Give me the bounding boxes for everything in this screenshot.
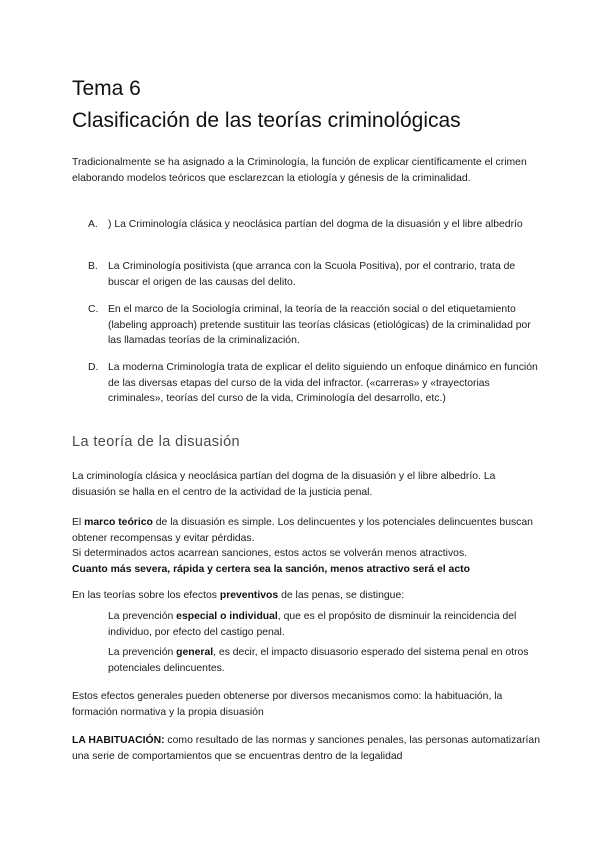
list-item-text: La Criminología positivista (que arranca con la Scuola Positiva), por el contrario, trata de buscar el origen de las causas del delito. — [108, 261, 516, 288]
text-run: La prevención — [108, 647, 177, 658]
list-item — [88, 302, 540, 349]
paragraph-mecanismos: Estos efectos generales pueden obtenerse por diversos mecanismos como: la habituación, la formación normativa y la propia disuasión — [72, 691, 503, 718]
paragraph-prevencion-general — [108, 645, 540, 676]
topic-number: Tema 6 — [72, 77, 141, 100]
list-item — [88, 259, 540, 290]
text-run: El — [72, 517, 85, 528]
paragraph-disuasion: La criminología clásica y neoclásica partían del dogma de la disuasión y el libre albedrío. La disuasión se halla en el centro de la actividad de la justicia penal. — [72, 471, 496, 498]
page-title: Clasificación de las teorías criminológicas — [72, 109, 461, 132]
list-marker: B. — [88, 261, 98, 272]
bold-term: marco teórico — [84, 517, 153, 528]
text-run: La prevención — [108, 611, 177, 622]
paragraph-efectos — [72, 588, 540, 604]
list-item — [88, 360, 540, 407]
bold-term: especial o individual — [176, 611, 278, 622]
text-run: , que es el propósito de disminuir la reincidencia del individuo, por efecto del castigo penal. — [108, 611, 517, 638]
list-item — [88, 217, 540, 233]
text-run: como resultado de las normas y sanciones penales, las personas automatizarían una serie de comportamientos que se encuentras dentro de la legalidad — [72, 735, 540, 762]
section-heading: La teoría de la disuasión — [72, 434, 240, 450]
paragraph-prevencion-especial — [108, 609, 540, 640]
bold-term: LA HABITUACIÓN: — [72, 735, 165, 746]
bold-sentence: Cuanto más severa, rápida y certera sea la sanción, menos atractivo será el acto — [72, 563, 470, 575]
paragraph-habituacion — [72, 733, 540, 764]
list-marker: C. — [88, 304, 99, 315]
paragraph-marco-teorico — [72, 515, 540, 577]
list-marker: D. — [88, 362, 99, 373]
list-item-text: En el marco de la Sociología criminal, la teoría de la reacción social o del etiquetamiento (labeling approach) pretende sustituir las teorías clásicas (etiológicas) de la criminalidad por las llamadas teorías de la criminalización. — [108, 304, 531, 346]
intro-paragraph: Tradicionalmente se ha asignado a la Criminología, la función de explicar científicamente el crimen elaborando modelos teóricos que esclarezcan la etiología y génesis de la criminalidad. — [72, 157, 527, 184]
text-run: Si determinados actos acarrean sanciones, estos actos se volverán menos atractivos. — [72, 548, 468, 559]
list-marker: A. — [88, 219, 98, 230]
text-run: , es decir, el impacto disuasorio esperado del sistema penal en otros potenciales delincuentes. — [108, 647, 529, 674]
text-run: de la disuasión es simple. Los delincuentes y los potenciales delincuentes buscan obtener recompensas y evitar pérdidas. — [72, 517, 533, 544]
text-run: de las penas, se distingue: — [278, 590, 405, 601]
list-item-text: ) La Criminología clásica y neoclásica partían del dogma de la disuasión y el libre albedrío — [108, 219, 523, 230]
text-run: En las teorías sobre los efectos — [72, 590, 220, 601]
bold-term: general — [176, 647, 214, 658]
list-item-text: La moderna Criminología trata de explicar el delito siguiendo un enfoque dinámico en función de las diversas etapas del curso de la vida del infractor. («carreras» y «trayectorias criminales», teorías del curso de la vida, Criminología del desarrollo, etc.) — [108, 362, 538, 404]
bold-term: preventivos — [219, 590, 279, 601]
